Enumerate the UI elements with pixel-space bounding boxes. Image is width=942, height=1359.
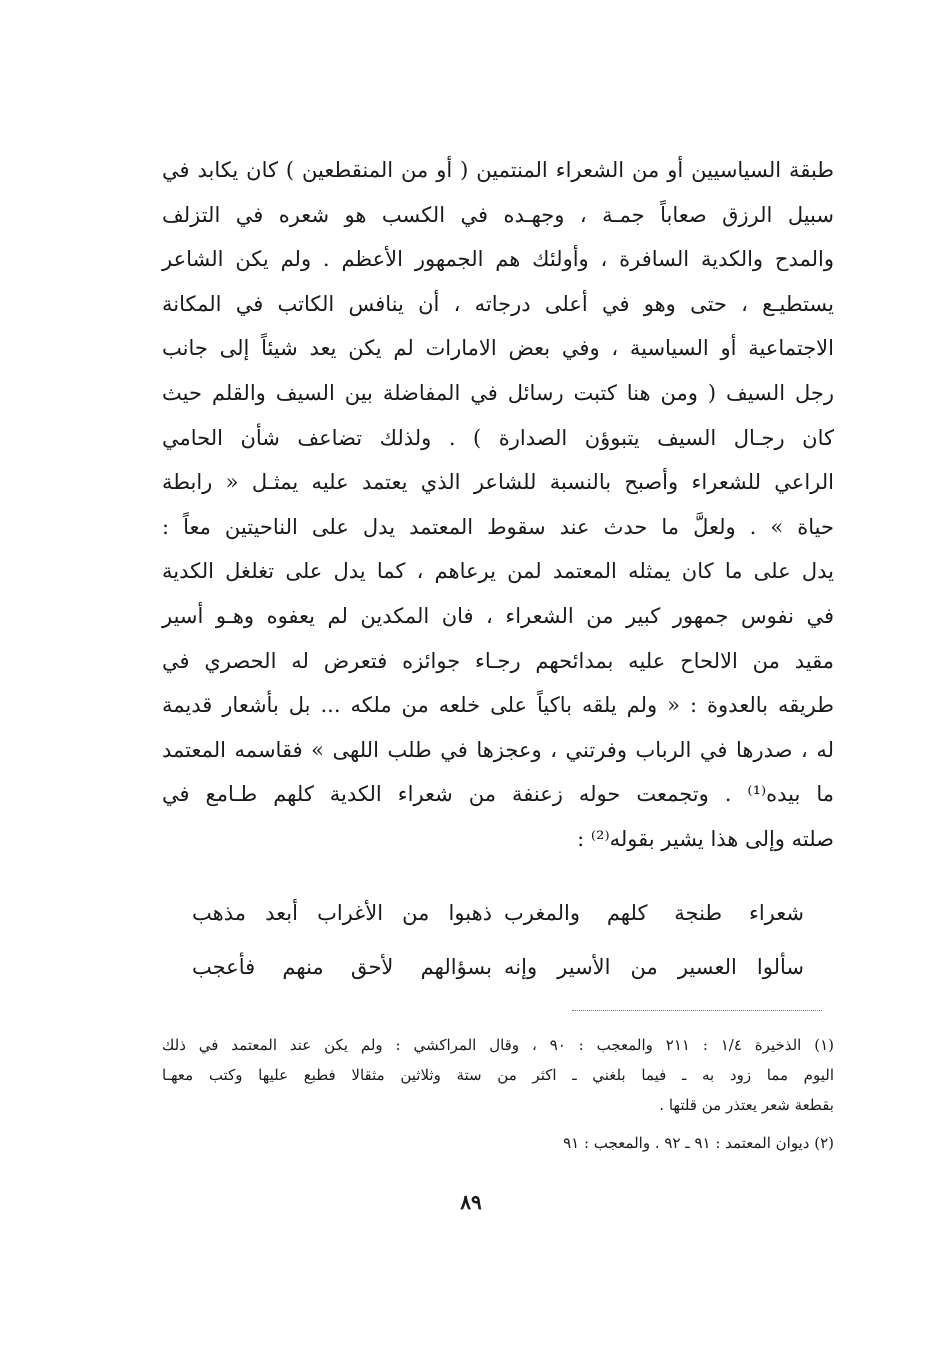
verse-first-hemistich: سألوا العسير من الأسير وإنه bbox=[504, 955, 804, 979]
text-line: في نفوس جمهور كبير من الشعراء ، فان المكدين لم يعفوه وهـو أسير bbox=[162, 603, 834, 628]
footnote-line: بقطعة شعر يعتذر من قلتها . bbox=[659, 1096, 834, 1114]
text-line: يدل على ما كان يمثله المعتمد لمن يرعاهم ، كما يدل على تغلغل الكدية bbox=[162, 559, 834, 584]
verse-line bbox=[192, 886, 804, 940]
footnotes-block bbox=[162, 1030, 834, 1158]
text-line: حياة » . ولعلَّ ما حدث عند سقوط المعتمد يدل على الناحيتين معاً : bbox=[162, 514, 834, 539]
text-line: سبيل الرزق صعاباً جمـة ، وجهـده في الكسب هو شعره في التزلف bbox=[162, 202, 834, 227]
footnote-spacer bbox=[162, 1120, 834, 1128]
text-line: طريقه بالعدوة : « ولم يلقه باكياً على خلعه من ملكه ... بل بأشعار قديمة bbox=[162, 693, 834, 718]
text-line: صلته وإلى هذا يشير بقوله⁽²⁾ : bbox=[577, 826, 834, 851]
text-line: رجل السيف ( ومن هنا كتبت رسائل في المفاضلة بين السيف والقلم حيث bbox=[162, 380, 834, 405]
text-line: الراعي للشعراء وأصبح بالنسبة للشاعر الذي يعتمد عليه يمثـل « رابطة bbox=[162, 470, 834, 495]
verse-line bbox=[192, 940, 804, 994]
text-line: ما بيده⁽¹⁾ . وتجمعت حوله زعنفة من شعراء الكدية كلهم طـامع في bbox=[162, 782, 834, 807]
text-line: يستطيـع ، حتى وهو في أعلى درجاته ، أن ينافس الكاتب في المكانة bbox=[162, 291, 834, 316]
text-line: الاجتماعية أو السياسية ، وفي بعض الامارات لم يكن يعد شيئاً إلى جانب bbox=[162, 336, 834, 361]
page-number: ٨٩ bbox=[460, 1190, 482, 1214]
verse-second-hemistich: ذهبوا من الأغراب أبعد مذهب bbox=[192, 901, 492, 925]
text-line: والمدح والكدية السافرة ، وأولئك هم الجمهور الأعظم . ولم يكن الشاعر bbox=[162, 247, 835, 272]
footnote-line: (١) الذخيرة ١/٤ : ٢١١ والمعجب : ٩٠ ، وقال المراكشي : ولم يكن عند المعتمد في ذلك bbox=[162, 1036, 834, 1054]
text-line: مقيد من الالحاح عليه بمدائحهم رجـاء جوائزه فتعرض له الحصري في bbox=[162, 648, 834, 673]
footnote-line: اليوم مما زود به ـ فيما بلغني ـ اكثر من ستة وثلاثين مثقالا فطبع عليها وكتب معهـا bbox=[162, 1066, 834, 1084]
text-line: كان رجـال السيف يتبوؤن الصدارة ) . ولذلك تضاعف شأن الحامي bbox=[162, 425, 834, 450]
poem-block bbox=[192, 886, 804, 994]
verse-second-hemistich: بسؤالهم لأحق منهم فأعجب bbox=[192, 955, 492, 979]
main-text-block bbox=[162, 148, 834, 862]
text-line: طبقة السياسيين أو من الشعراء المنتمين ( أو من المنقطعين ) كان يكابد في bbox=[162, 158, 834, 182]
footnote-line: (٢) ديوان المعتمد : ٩١ ـ ٩٢ . والمعجب : ٩١ bbox=[563, 1134, 834, 1152]
verse-first-hemistich: شعراء طنجة كلهم والمغرب bbox=[504, 901, 804, 925]
footnote-divider bbox=[572, 1010, 822, 1011]
text-line: له ، صدرها في الرباب وفرتني ، وعجزها في طلب اللهى » فقاسمه المعتمد bbox=[162, 737, 834, 762]
